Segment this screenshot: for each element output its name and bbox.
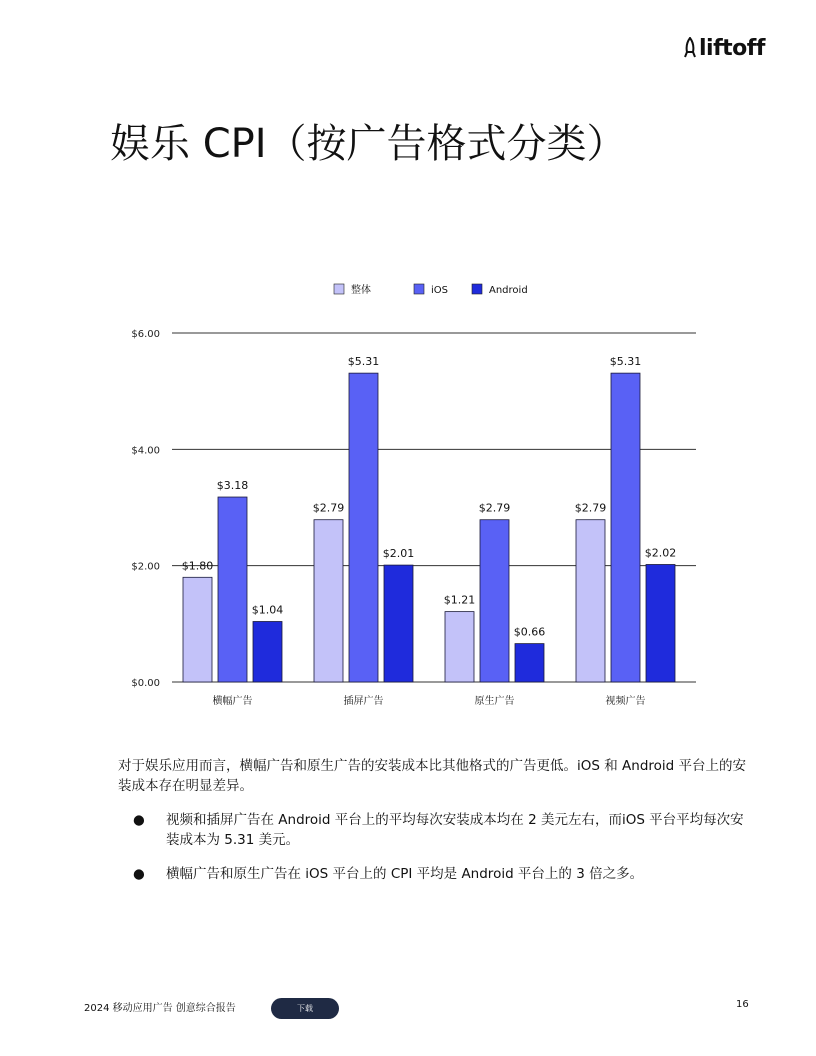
bullet-list (118, 810, 748, 884)
legend-swatch (472, 284, 482, 294)
y-tick-label: $4.00 (131, 445, 160, 457)
bar (480, 520, 509, 682)
bar (253, 622, 282, 682)
bar-value-label: $1.04 (251, 603, 284, 617)
bullet-dot: ● (133, 812, 145, 828)
y-tick-label: $2.00 (131, 561, 160, 573)
y-tick-label: $0.00 (131, 678, 160, 689)
bar (349, 373, 378, 682)
x-tick-label: 插屏广告 (343, 696, 384, 707)
summary-paragraph: 对于娱乐应用而言，横幅广告和原生广告的安装成本比其他格式的广告更低。iOS 和 Android 平台上的安装成本存在明显差异。 (118, 758, 747, 794)
bar-value-label: $2.79 (478, 501, 511, 515)
bullet-text: 横幅广告和原生广告在 iOS 平台上的 CPI 平均是 Android 平台上的 3 倍之多。 (166, 866, 644, 882)
bar (515, 644, 544, 682)
bar-value-label: $2.01 (382, 547, 415, 561)
bar-value-label: $2.79 (312, 501, 345, 515)
liftoff-logo (683, 36, 765, 61)
y-tick-label: $6.00 (131, 329, 160, 340)
x-tick-label: 视频广告 (605, 696, 646, 707)
bullet-dot: ● (133, 866, 145, 882)
bar-value-label: $5.31 (609, 355, 642, 369)
legend-swatch (414, 284, 424, 294)
bar (445, 612, 474, 682)
legend-swatch (334, 284, 344, 294)
bar-value-label: $1.80 (181, 559, 214, 573)
bar-value-label: $2.02 (644, 546, 677, 560)
bar (646, 565, 675, 682)
rocket-icon (683, 37, 697, 61)
bar (611, 373, 640, 682)
legend-label: iOS (431, 285, 448, 296)
cpi-bar-chart (100, 270, 720, 720)
bar (218, 497, 247, 682)
bar (183, 577, 212, 682)
footer-report-title: 2024 移动应用广告 创意综合报告 (84, 1003, 236, 1014)
logo-text: liftoff (699, 36, 765, 61)
page-number: 16 (736, 999, 749, 1010)
bar (576, 520, 605, 682)
bar-value-label: $2.79 (574, 501, 607, 515)
bar (384, 565, 413, 682)
chart-canvas (100, 270, 720, 720)
bar-value-label: $1.21 (443, 593, 476, 607)
bullet-text: 视频和插屏广告在 Android 平台上的平均每次安装成本均在 2 美元左右，而iOS 平台平均每次安装成本为 5.31 美元。 (166, 812, 744, 848)
legend-label: Android (489, 285, 528, 296)
x-tick-label: 横幅广告 (212, 696, 253, 707)
bar-value-label: $3.18 (216, 479, 249, 493)
bullet-item (118, 864, 748, 884)
download-button[interactable]: 下载 (271, 998, 339, 1019)
x-tick-label: 原生广告 (474, 696, 515, 707)
legend-label: 整体 (351, 285, 371, 296)
body-text (118, 756, 748, 898)
page-title: 娱乐 CPI（按广告格式分类） (110, 121, 627, 167)
bar (314, 520, 343, 682)
bar-value-label: $5.31 (347, 355, 380, 369)
bar-value-label: $0.66 (513, 625, 546, 639)
bullet-item (118, 810, 748, 850)
